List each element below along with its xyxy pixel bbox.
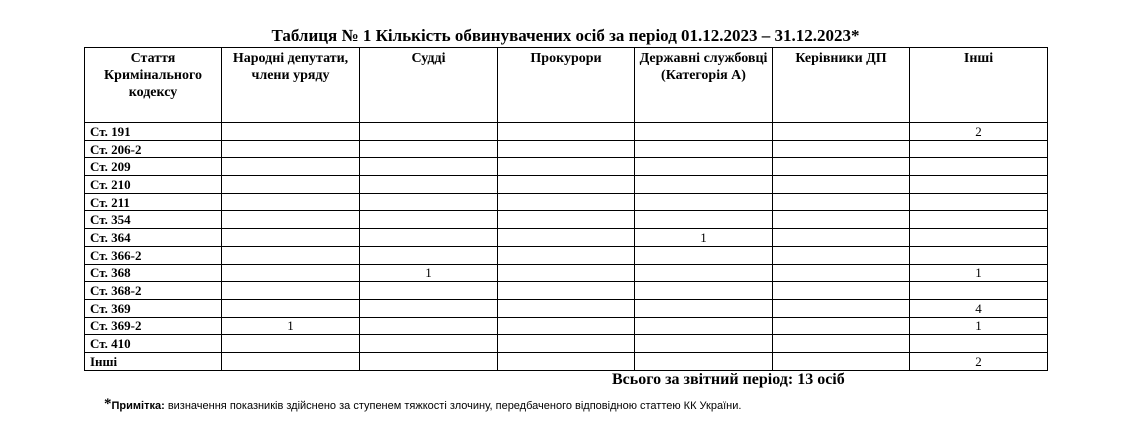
cell-civil-servants: 1	[635, 229, 773, 247]
table-row	[85, 264, 1048, 282]
table-row	[85, 176, 1048, 194]
cell-prosecutors	[498, 140, 635, 158]
cell-civil-servants	[635, 211, 773, 229]
cell-others	[910, 282, 1048, 300]
table-row	[85, 299, 1048, 317]
cell-judges	[360, 317, 498, 335]
header-others: Інші	[910, 48, 1048, 123]
header-article: Стаття Кримінального кодексу	[85, 48, 222, 123]
cell-prosecutors	[498, 317, 635, 335]
cell-mps	[222, 352, 360, 370]
cell-others: 1	[910, 317, 1048, 335]
cell-civil-servants	[635, 193, 773, 211]
cell-judges	[360, 335, 498, 353]
defendants-table	[84, 47, 1048, 371]
cell-article: Ст. 191	[85, 123, 222, 141]
cell-civil-servants	[635, 282, 773, 300]
cell-article: Ст. 369	[85, 299, 222, 317]
cell-others	[910, 176, 1048, 194]
cell-mps	[222, 335, 360, 353]
cell-judges	[360, 229, 498, 247]
cell-enterprise-heads	[773, 299, 910, 317]
cell-others	[910, 211, 1048, 229]
table-row	[85, 193, 1048, 211]
cell-enterprise-heads	[773, 140, 910, 158]
cell-prosecutors	[498, 229, 635, 247]
cell-mps	[222, 140, 360, 158]
cell-article: Ст. 369-2	[85, 317, 222, 335]
cell-article: Ст. 364	[85, 229, 222, 247]
header-prosecutors: Прокурори	[498, 48, 635, 123]
cell-mps: 1	[222, 317, 360, 335]
cell-judges	[360, 352, 498, 370]
cell-prosecutors	[498, 282, 635, 300]
cell-prosecutors	[498, 211, 635, 229]
table-header	[85, 48, 1048, 123]
cell-mps	[222, 158, 360, 176]
cell-enterprise-heads	[773, 335, 910, 353]
cell-article: Ст. 206-2	[85, 140, 222, 158]
cell-others	[910, 158, 1048, 176]
cell-civil-servants	[635, 246, 773, 264]
cell-enterprise-heads	[773, 264, 910, 282]
header-judges: Судді	[360, 48, 498, 123]
cell-mps	[222, 123, 360, 141]
cell-prosecutors	[498, 193, 635, 211]
cell-article: Ст. 210	[85, 176, 222, 194]
footnote-label: Примітка:	[111, 400, 165, 412]
cell-enterprise-heads	[773, 229, 910, 247]
cell-judges: 1	[360, 264, 498, 282]
cell-civil-servants	[635, 299, 773, 317]
header-enterprise-heads: Керівники ДП	[773, 48, 910, 123]
cell-enterprise-heads	[773, 246, 910, 264]
cell-enterprise-heads	[773, 158, 910, 176]
cell-article: Ст. 366-2	[85, 246, 222, 264]
cell-mps	[222, 229, 360, 247]
cell-article: Ст. 211	[85, 193, 222, 211]
cell-prosecutors	[498, 299, 635, 317]
cell-civil-servants	[635, 335, 773, 353]
cell-judges	[360, 246, 498, 264]
cell-prosecutors	[498, 176, 635, 194]
cell-others	[910, 335, 1048, 353]
cell-mps	[222, 282, 360, 300]
cell-others	[910, 140, 1048, 158]
cell-judges	[360, 193, 498, 211]
cell-article: Ст. 354	[85, 211, 222, 229]
total-summary: Всього за звітний період: 13 осіб	[612, 371, 845, 388]
cell-others: 1	[910, 264, 1048, 282]
cell-civil-servants	[635, 158, 773, 176]
cell-enterprise-heads	[773, 282, 910, 300]
cell-civil-servants	[635, 123, 773, 141]
footnote	[104, 397, 741, 413]
table-row	[85, 282, 1048, 300]
table-row	[85, 123, 1048, 141]
cell-judges	[360, 282, 498, 300]
cell-civil-servants	[635, 317, 773, 335]
footnote-asterisk: *	[104, 396, 112, 412]
table-row	[85, 211, 1048, 229]
cell-others: 2	[910, 352, 1048, 370]
cell-judges	[360, 176, 498, 194]
cell-judges	[360, 140, 498, 158]
cell-prosecutors	[498, 352, 635, 370]
cell-prosecutors	[498, 335, 635, 353]
cell-mps	[222, 176, 360, 194]
cell-enterprise-heads	[773, 211, 910, 229]
cell-judges	[360, 123, 498, 141]
table-body	[85, 123, 1048, 371]
header-civil-servants: Державні службовці (Категорія А)	[635, 48, 773, 123]
cell-article: Ст. 368	[85, 264, 222, 282]
cell-civil-servants	[635, 264, 773, 282]
cell-judges	[360, 299, 498, 317]
table-row	[85, 352, 1048, 370]
cell-others: 2	[910, 123, 1048, 141]
cell-civil-servants	[635, 352, 773, 370]
cell-mps	[222, 211, 360, 229]
table-row	[85, 140, 1048, 158]
cell-mps	[222, 264, 360, 282]
cell-others	[910, 229, 1048, 247]
cell-civil-servants	[635, 140, 773, 158]
cell-article: Інші	[85, 352, 222, 370]
cell-mps	[222, 246, 360, 264]
footnote-text: визначення показників здійснено за ступенем тяжкості злочину, передбаченого відповідною статтею КК України.	[164, 400, 742, 412]
cell-prosecutors	[498, 246, 635, 264]
table-row	[85, 158, 1048, 176]
cell-prosecutors	[498, 264, 635, 282]
cell-article: Ст. 368-2	[85, 282, 222, 300]
header-row	[85, 48, 1048, 123]
cell-article: Ст. 410	[85, 335, 222, 353]
cell-mps	[222, 299, 360, 317]
table-row	[85, 246, 1048, 264]
table-row	[85, 335, 1048, 353]
cell-others	[910, 246, 1048, 264]
cell-judges	[360, 158, 498, 176]
cell-enterprise-heads	[773, 176, 910, 194]
cell-judges	[360, 211, 498, 229]
table-row	[85, 317, 1048, 335]
cell-prosecutors	[498, 158, 635, 176]
cell-enterprise-heads	[773, 123, 910, 141]
cell-mps	[222, 193, 360, 211]
table-row	[85, 229, 1048, 247]
header-mps: Народні депутати, члени уряду	[222, 48, 360, 123]
table-title: Таблиця № 1 Кількість обвинувачених осіб за період 01.12.2023 – 31.12.2023*	[271, 26, 860, 45]
cell-enterprise-heads	[773, 317, 910, 335]
cell-prosecutors	[498, 123, 635, 141]
cell-civil-servants	[635, 176, 773, 194]
cell-article: Ст. 209	[85, 158, 222, 176]
cell-others: 4	[910, 299, 1048, 317]
cell-enterprise-heads	[773, 352, 910, 370]
cell-enterprise-heads	[773, 193, 910, 211]
cell-others	[910, 193, 1048, 211]
